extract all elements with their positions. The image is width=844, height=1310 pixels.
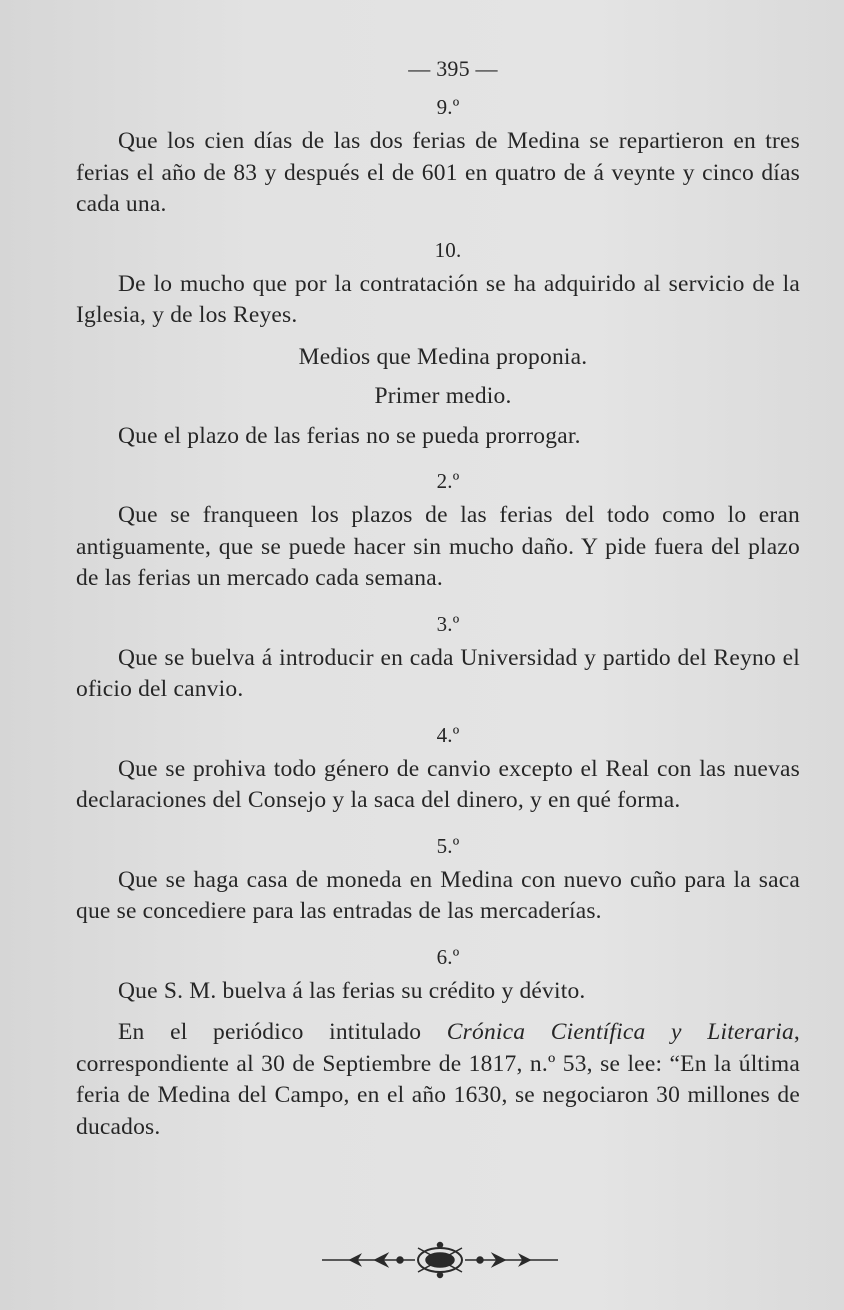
section-heading-10: 10. bbox=[434, 237, 462, 262]
item-text-6: Que S. M. buelva á las ferias su crédito y dévito. bbox=[118, 977, 586, 1004]
item-text-2: Que se franqueen los plazos de las ferias del todo como lo eran antiguamente, que se puede hacer sin mucho daño. Y pide fuera del plazo de las ferias un mercado cada semana. bbox=[76, 502, 800, 591]
item-text-5: Que se haga casa de moneda en Medina con nuevo cuño para la saca que se concediere para las entradas de las mercaderías. bbox=[76, 866, 800, 924]
primer-medio-title: Primer medio. bbox=[374, 383, 512, 409]
item-text-4: Que se prohiva todo género de canvio excepto el Real con las nuevas declaraciones del Consejo y la saca del dinero, y en qué forma. bbox=[76, 755, 800, 813]
item-heading-4: 4.º bbox=[436, 722, 460, 747]
medios-title: Medios que Medina proponia. bbox=[298, 343, 588, 370]
item-heading-5: 5.º bbox=[436, 833, 460, 858]
periodical-title: Crónica Científica y Literaria bbox=[446, 1019, 794, 1045]
item-heading-6: 6.º bbox=[436, 944, 460, 969]
closing-before: En el periódico intitulado bbox=[118, 1019, 447, 1045]
closing-after: , correspondiente al 30 de Septiembre de 1817, n.º 53, se lee: “En la última feria de Medina del Campo, en el año 1630, se negociaron 30 millones de ducados. bbox=[76, 1019, 800, 1140]
section-heading-9: 9.º bbox=[436, 95, 460, 119]
section-9-paragraph: Que los cien días de las dos ferias de Medina se repartieron en tres ferias el año de 83 y después el de 601 en quatro de á veynte y cinco días cada una. bbox=[76, 128, 800, 217]
decorative-ornament-icon bbox=[320, 1240, 560, 1280]
document-page bbox=[76, 50, 800, 1153]
page-number: — 395 — bbox=[408, 56, 498, 81]
item-heading-3: 3.º bbox=[436, 611, 460, 636]
closing-paragraph bbox=[76, 1017, 800, 1143]
section-10-paragraph: De lo mucho que por la contratación se ha adquirido al servicio de la Iglesia, y de los Reyes. bbox=[76, 270, 800, 328]
item-heading-2: 2.º bbox=[436, 469, 460, 493]
primer-medio-text: Que el plazo de las ferias no se pueda prorrogar. bbox=[118, 422, 581, 449]
item-text-3: Que se buelva á introducir en cada Universidad y partido del Reyno el oficio del canvio. bbox=[76, 644, 800, 702]
